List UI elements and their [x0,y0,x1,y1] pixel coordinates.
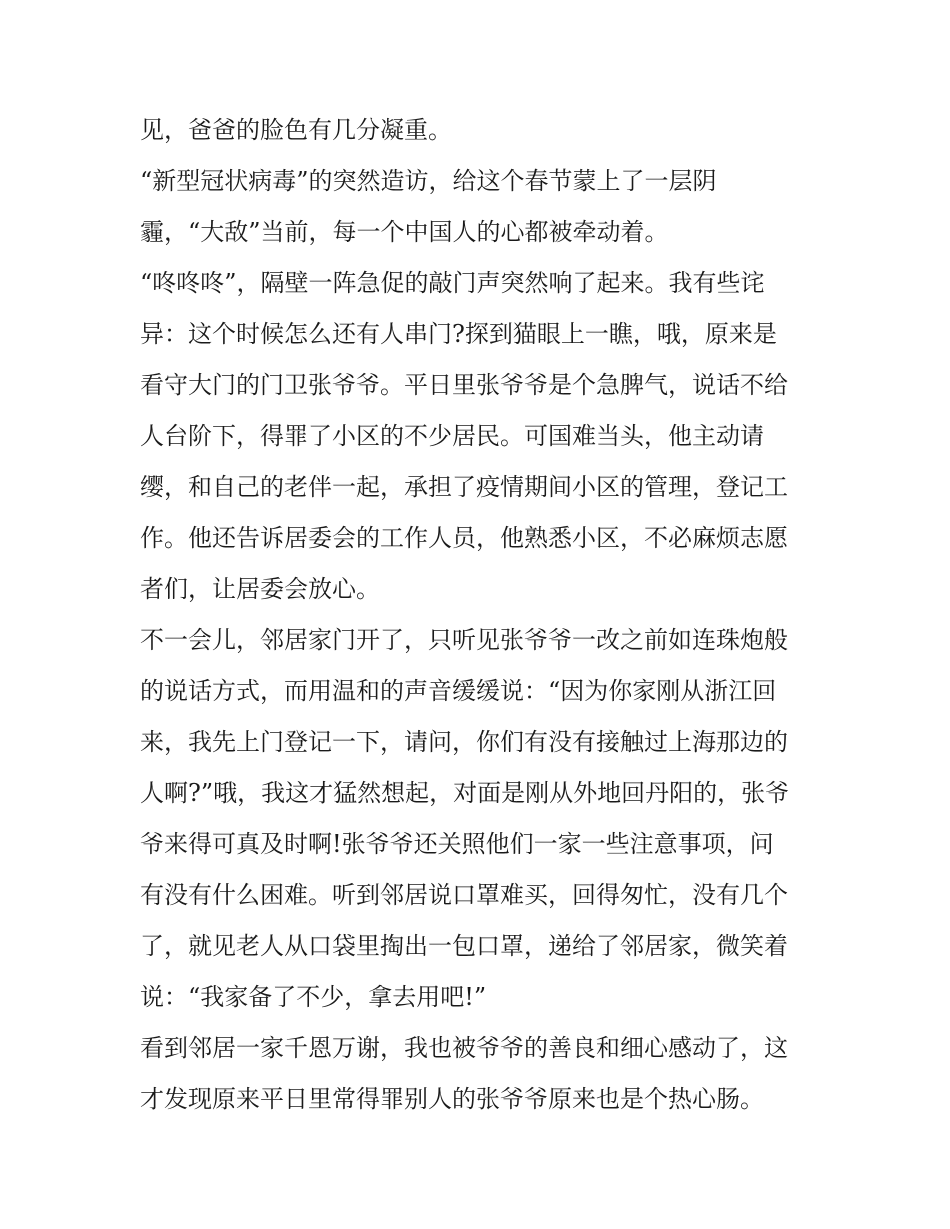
text-line: 霾，“大敌”当前，每一个中国人的心都被牵动着。 [140,218,669,246]
text-line: 看守大门的门卫张爷爷。平日里张爷爷是个急脾气，说话不给 [140,371,788,399]
text-line: 见，爸爸的脸色有几分凝重。 [140,116,452,144]
text-line: 看到邻居一家千恩万谢，我也被爷爷的善良和细心感动了，这 [140,1034,788,1062]
text-line: 来，我先上门登记一下，请问，你们有没有接触过上海那边的 [140,728,788,756]
text-line: 不一会儿，邻居家门开了，只听见张爷爷一改之前如连珠炮般 [140,626,788,654]
text-line: “咚咚咚”，隔壁一阵急促的敲门声突然响了起来。我有些诧 [140,269,765,297]
text-line: 人台阶下，得罪了小区的不少居民。可国难当头，他主动请 [140,422,764,450]
text-line: 人啊?”哦，我这才猛然想起，对面是刚从外地回丹阳的，张爷 [140,779,790,807]
text-line: 说：“我家备了不少，拿去用吧!” [140,983,487,1011]
text-line: 异：这个时候怎么还有人串门?探到猫眼上一瞧，哦，原来是 [140,320,777,348]
text-line: 了，就见老人从口袋里掏出一包口罩，递给了邻居家，微笑着 [140,932,788,960]
text-line: 才发现原来平日里常得罪别人的张爷爷原来也是个热心肠。 [140,1085,764,1113]
text-line: 者们，让居委会放心。 [140,575,380,603]
text-line: 缨，和自己的老伴一起，承担了疫情期间小区的管理，登记工 [140,473,788,501]
text-line: 有没有什么困难。听到邻居说口罩难买，回得匆忙，没有几个 [140,881,788,909]
text-line: “新型冠状病毒”的突然造访，给这个春节蒙上了一层阴 [140,167,717,195]
text-line: 的说话方式，而用温和的声音缓缓说：“因为你家刚从浙江回 [140,677,777,705]
document-body [140,105,820,1125]
text-line: 爷来得可真及时啊!张爷爷还关照他们一家一些注意事项，问 [140,830,774,858]
text-line: 作。他还告诉居委会的工作人员，他熟悉小区，不必麻烦志愿 [140,524,788,552]
